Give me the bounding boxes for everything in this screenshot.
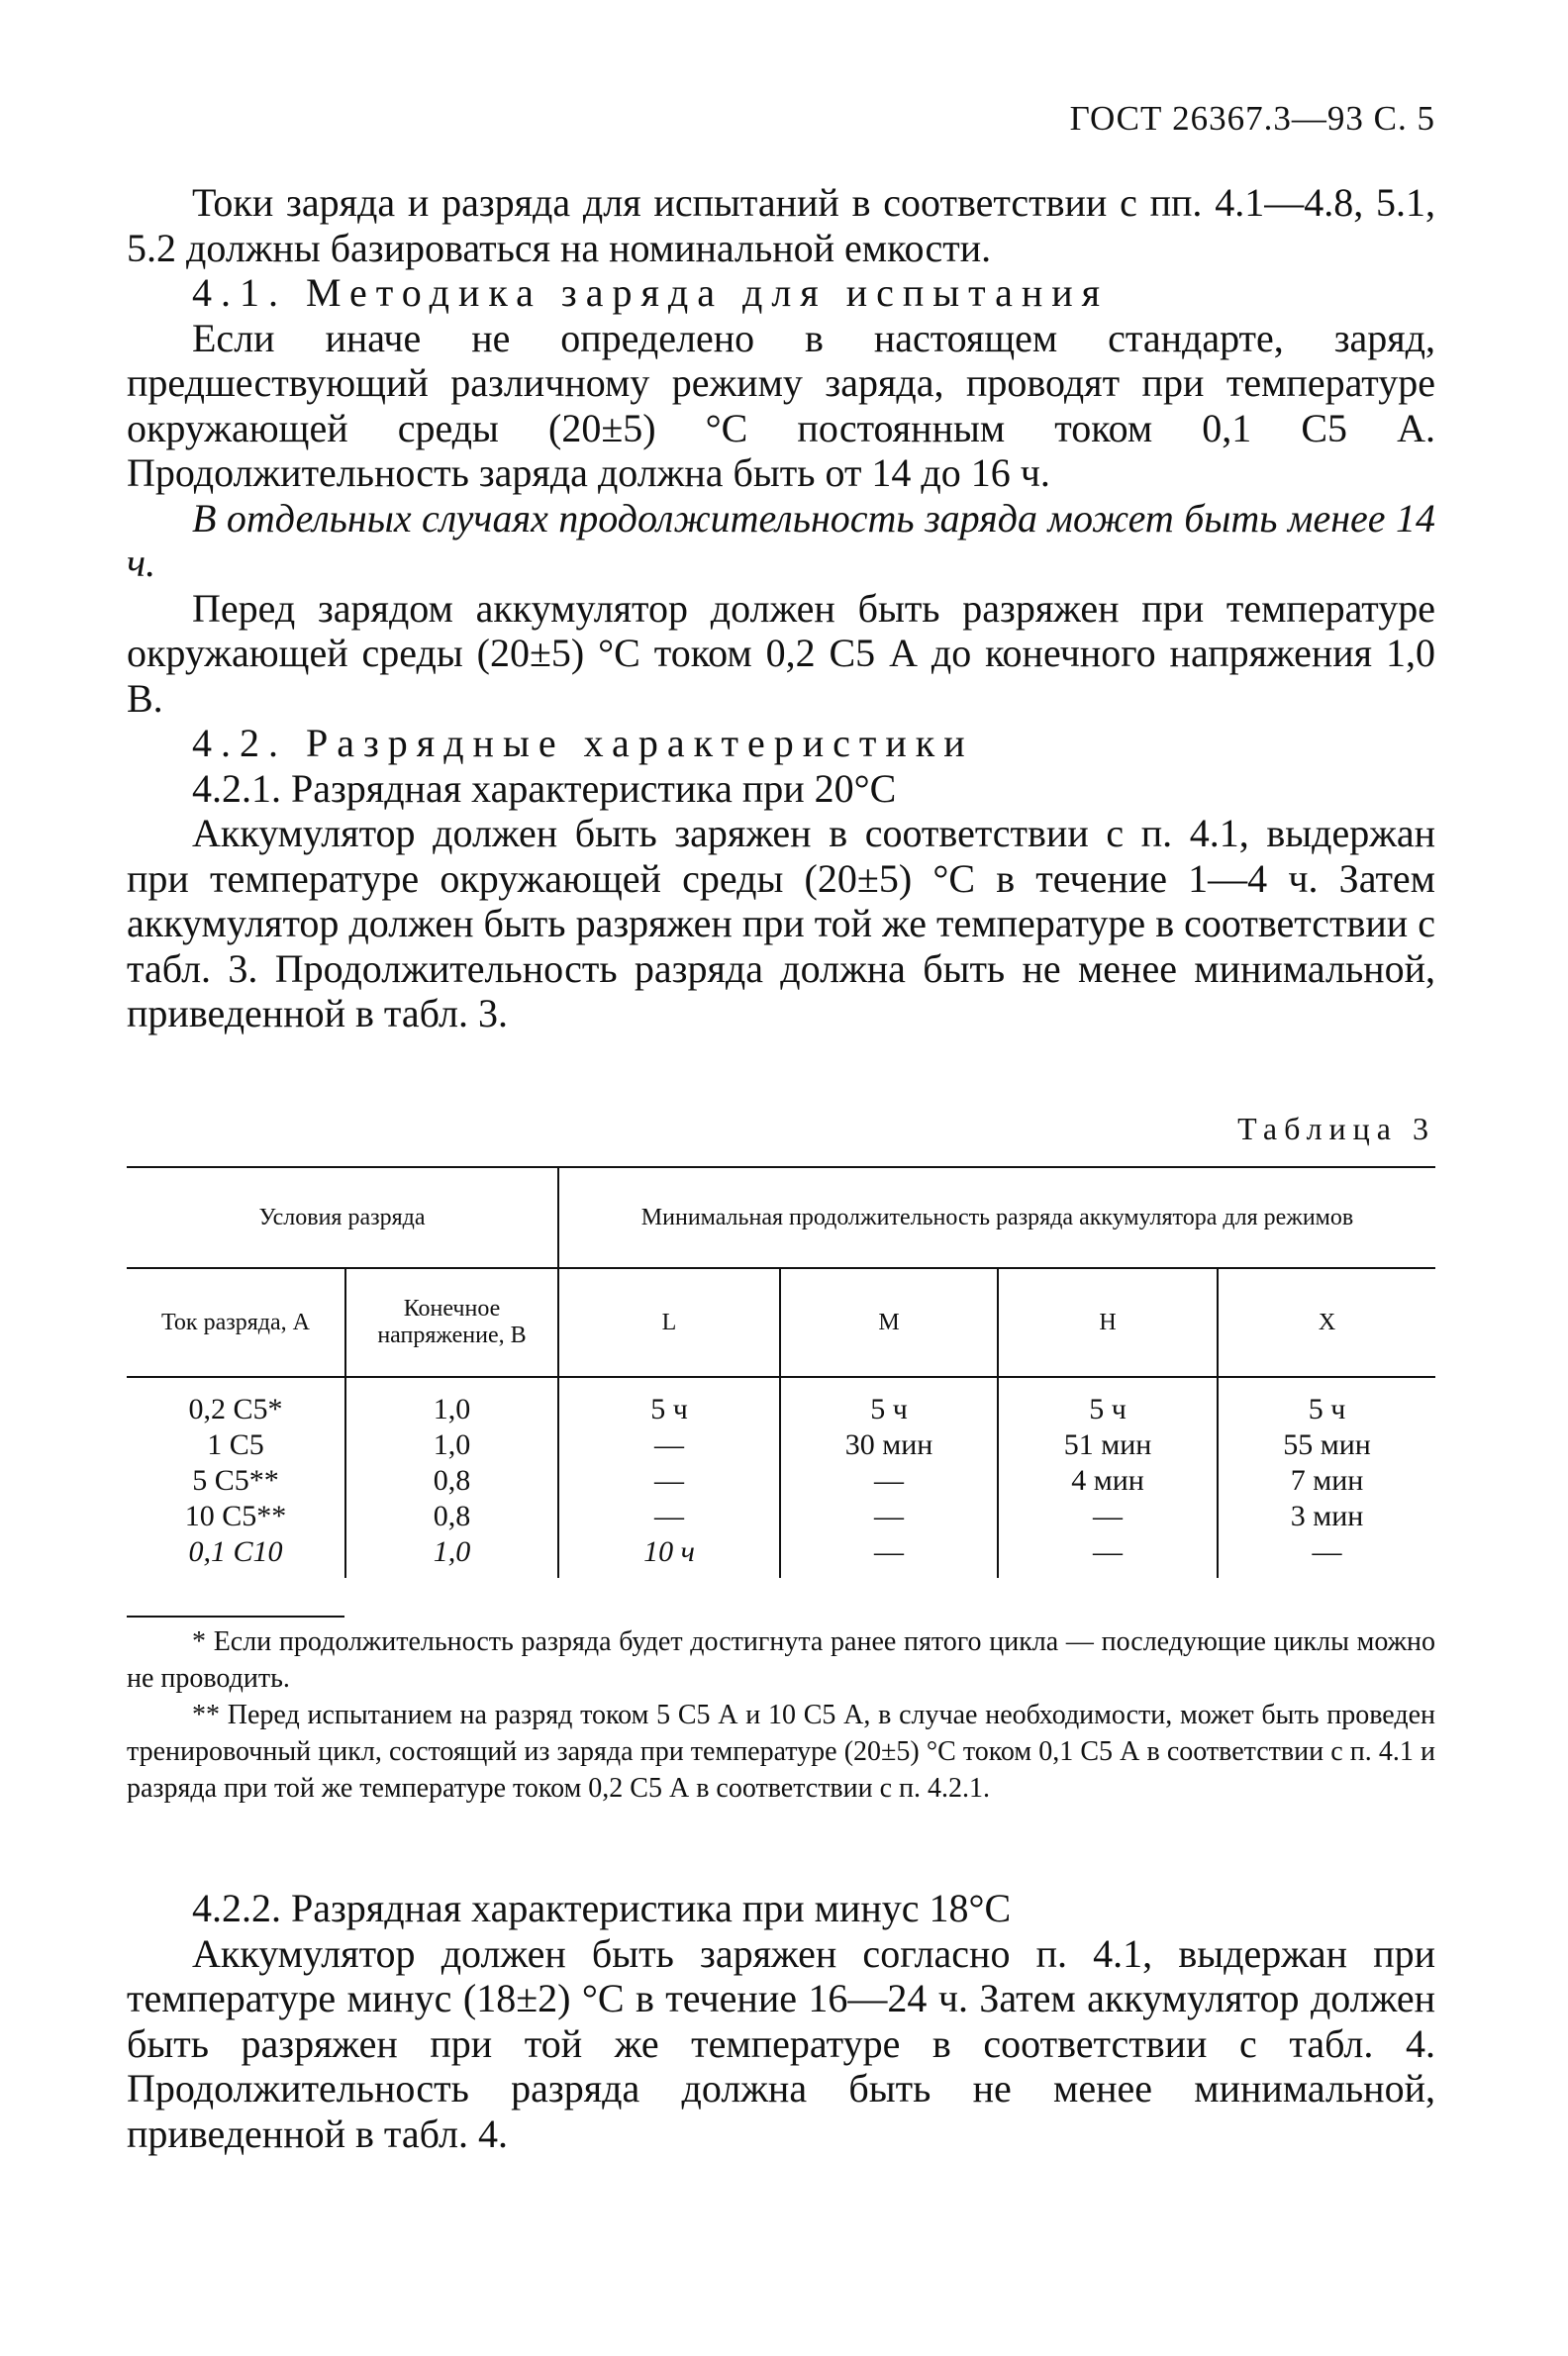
footnote-2: ** Перед испытанием на разряд током 5 C5 А и 10 C5 А, в случае необходимости, может быть проведен тренировочный цикл, состоящий из заряда при температуре (20±5) °С током 0,1 C5 А в соответствии с п. 4.1 и разряда при той же температуре током 0,2 C5 А в соответствии с п. 4.2.1. <box>127 1700 1435 1804</box>
table-cell: 10 C5** <box>184 1500 287 1532</box>
column-current <box>127 1377 345 1578</box>
paragraph-currents: Токи заряда и разряда для испытаний в соответствии с пп. 4.1—4.8, 5.1, 5.2 должны базироваться на номинальной емкости. <box>127 180 1435 270</box>
table-cell: 0,1 C10 <box>188 1535 283 1568</box>
table-cell: 0,8 <box>433 1500 471 1532</box>
footnote-1: * Если продолжительность разряда будет достигнута ранее пятого цикла — последующие циклы можно не проводить. <box>127 1626 1435 1694</box>
table-cell: 0,2 C5* <box>188 1393 283 1425</box>
table-cell: — <box>654 1500 684 1532</box>
table-cell: — <box>1093 1535 1123 1568</box>
header-end-voltage: Конечное напряжение, В <box>345 1268 558 1377</box>
page-header: ГОСТ 26367.3—93 С. 5 <box>1069 99 1435 138</box>
column-mode-l <box>558 1377 780 1578</box>
table-cell: 4 мин <box>1071 1464 1144 1497</box>
paragraph-pre-discharge: Перед зарядом аккумулятор должен быть разряжен при температуре окружающей среды (20±5) °С током 0,2 C5 А до конечного напряжения 1,0 В. <box>127 585 1435 721</box>
table-cell: 0,8 <box>433 1464 471 1497</box>
table-3 <box>127 1166 1435 1578</box>
column-mode-x <box>1218 1377 1435 1578</box>
header-min-duration: Минимальная продолжительность разряда аккумулятора для режимов <box>558 1167 1435 1268</box>
main-text-block <box>127 180 1435 1036</box>
table-cell: — <box>1093 1500 1123 1532</box>
table-cell: 3 мин <box>1290 1500 1364 1532</box>
footnote-separator <box>127 1616 344 1618</box>
header-discharge-conditions: Условия разряда <box>127 1167 558 1268</box>
table-cell: — <box>654 1428 684 1461</box>
header-mode-m: M <box>780 1268 998 1377</box>
table-cell: — <box>654 1464 684 1497</box>
table-cell: 5 C5** <box>192 1464 279 1497</box>
table-cell: 10 ч <box>643 1535 695 1568</box>
header-current: Ток разряда, А <box>127 1268 345 1377</box>
table-cell: 1 C5 <box>207 1428 264 1461</box>
table-cell: 1,0 <box>433 1535 471 1568</box>
heading-4-2-2: 4.2.2. Разрядная характеристика при минус 18°С <box>192 1886 1012 1930</box>
paragraph-italic-note: В отдельных случаях продолжительность заряда может быть менее 14 ч. <box>127 495 1435 585</box>
table-cell: 7 мин <box>1290 1464 1364 1497</box>
header-mode-h: H <box>998 1268 1218 1377</box>
table-cell: — <box>874 1464 904 1497</box>
table-cell: 1,0 <box>433 1393 471 1425</box>
footnotes <box>127 1623 1435 1807</box>
section-4-2-2 <box>127 1886 1435 2156</box>
table-cell: 30 мин <box>844 1428 933 1461</box>
table-caption: Таблица 3 <box>1237 1111 1435 1146</box>
paragraph-charge-method: Если иначе не определено в настоящем стандарте, заряд, предшествующий различному режиму заряда, проводят при температуре окружающей среды (20±5) °С постоянным током 0,1 C5 А. Продолжительность заряда должна быть от 14 до 16 ч. <box>127 315 1435 495</box>
column-voltage <box>345 1377 558 1578</box>
paragraph-discharge-20c: Аккумулятор должен быть заряжен в соответствии с п. 4.1, выдержан при температуре окружающей среды (20±5) °С в течение 1—4 ч. Затем аккумулятор должен быть разряжен при той же температуре в соответствии с табл. 3. Продолжительность разряда должна быть не менее минимальной, приведенной в табл. 3. <box>127 811 1435 1035</box>
table-cell: — <box>874 1535 904 1568</box>
header-mode-l: L <box>558 1268 780 1377</box>
heading-4-2-1: 4.2.1. Разрядная характеристика при 20°С <box>192 765 897 811</box>
table-cell: 5 ч <box>870 1393 908 1425</box>
column-mode-h <box>998 1377 1218 1578</box>
table-cell: — <box>1312 1535 1342 1568</box>
table-body-row <box>127 1377 1435 1578</box>
table-cell: — <box>874 1500 904 1532</box>
paragraph-discharge-minus-18c: Аккумулятор должен быть заряжен согласно п. 4.1, выдержан при температуре минус (18±2) °С в течение 16—24 ч. Затем аккумулятор должен быть разряжен при той же температуре в соответствии с табл. 4. Продолжительность разряда должна быть не менее минимальной, приведенной в табл. 4. <box>127 1930 1435 2156</box>
heading-4-1: 4.1. Методика заряда для испытания <box>192 270 1110 315</box>
table-cell: 5 ч <box>1089 1393 1127 1425</box>
table-cell: 55 мин <box>1283 1428 1371 1461</box>
header-mode-x: X <box>1218 1268 1435 1377</box>
table-cell: 5 ч <box>1308 1393 1346 1425</box>
table-cell: 5 ч <box>650 1393 688 1425</box>
table-cell: 51 мин <box>1063 1428 1152 1461</box>
heading-4-2: 4.2. Разрядные характеристики <box>192 721 974 765</box>
table-cell: 1,0 <box>433 1428 471 1461</box>
column-mode-m <box>780 1377 998 1578</box>
